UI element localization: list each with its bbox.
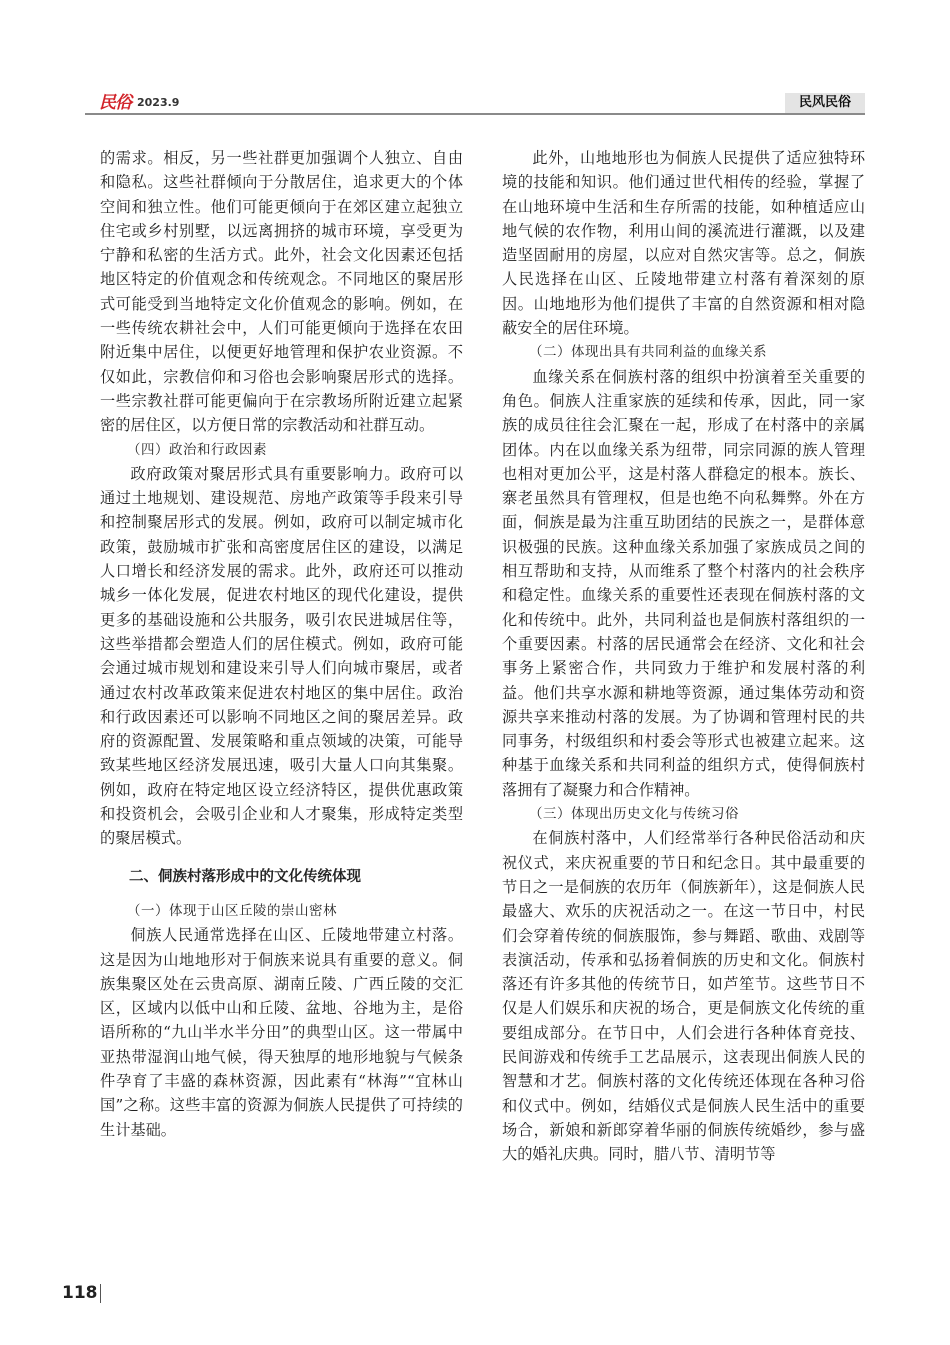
paragraph: 侗族人民通常选择在山区、丘陵地带建立村落。这是因为山地地形对于侗族来说具有重要的意义。侗族集聚区处在云贵高原、湖南丘陵、广西丘陵的交汇区，区域内以低中山和丘陵、盆地、谷地为主，是俗语所称的“九山半水半分田”的典型山区。这一带属中亚热带湿润山地气候，得天独厚的地形地貌与气候条件孕育了丰盛的森林资源，因此素有“林海”“宜林山国”之称。这些丰富的资源为侗族人民提供了可持续的生计基础。 xyxy=(100,926,463,1139)
subsection-heading: （二）体现出具有共同利益的血缘关系 xyxy=(529,344,767,361)
subsection-heading: （一）体现于山区丘陵的崇山密林 xyxy=(127,902,337,919)
paragraph: 此外，山地地形也为侗族人民提供了适应独特环境的技能和知识。他们通过世代相传的经验，掌握了在山地环境中生活和生存所需的技能，如种植适应山地气候的农作物，利用山间的溪流进行灌溉，以及建造坚固耐用的房屋，以应对自然灾害等。总之，侗族人民选择在山区、丘陵地带建立村落有着深刻的原因。山地地形为他们提供了丰富的自然资源和相对隐蔽安全的居住环境。 xyxy=(502,149,865,338)
subsection-heading: （三）体现出历史文化与传统习俗 xyxy=(529,806,739,823)
header-rule xyxy=(85,113,865,115)
section-tag: 民风民俗 xyxy=(785,93,865,113)
issue-number: 2023.9 xyxy=(137,96,180,109)
paragraph: 政府政策对聚居形式具有重要影响力。政府可以通过土地规划、建设规范、房地产政策等手段来引导和控制聚居形式的发展。例如，政府可以制定城市化政策，鼓励城市扩张和高密度居住区的建设，以满足人口增长和经济发展的需求。此外，政府还可以推动城乡一体化发展，促进农村地区的现代化建设，提供更多的基础设施和公共服务，吸引农民进城居住等，这些举措都会塑造人们的居住模式。例如，政府可能会通过城市规划和建设来引导人们向城市聚居，或者通过农村改革政策来促进农村地区的集中居住。政治和行政因素还可以影响不同地区之间的聚居差异。政府的资源配置、发展策略和重点领域的决策，可能导致某些地区经济发展迅速，吸引大量人口向其集聚。例如，政府在特定地区设立经济特区，提供优惠政策和投资机会，会吸引企业和人才聚集，形成特定类型的聚居模式。 xyxy=(100,464,463,848)
magazine-logo: 民俗 xyxy=(99,93,131,113)
paragraph: 的需求。相反，另一些社群更加强调个人独立、自由和隐私。这些社群倾向于分散居住，追求更大的个体空间和独立性。他们可能更倾向于在郊区建立起独立住宅或乡村别墅，以远离拥挤的城市环境，享受更为宁静和私密的生活方式。此外，社会文化因素还包括地区特定的价值观念和传统观念。不同地区的聚居形式可能受到当地特定文化价值观念的影响。例如，在一些传统农耕社会中，人们可能更倾向于选择在农田附近集中居住，以便更好地管理和保护农业资源。不仅如此，宗教信仰和习俗也会影响聚居形式的选择。一些宗教社群可能更偏向于在宗教场所附近建立起紧密的居住区，以方便日常的宗教活动和社群互动。 xyxy=(100,149,463,435)
paragraph: 血缘关系在侗族村落的组织中扮演着至关重要的角色。侗族人注重家族的延续和传承，因此，同一家族的成员往往会汇聚在一起，形成了在村落中的亲属团体。内在以血缘关系为纽带，同宗同源的族人管理也相对更加公平，这是村落人群稳定的根本。族长、寨老虽然具有管理权，但是也绝不向私舞弊。外在方面，侗族是最为注重互助团结的民族之一，是群体意识极强的民族。这种血缘关系加强了家族成员之间的相互帮助和支持，从而维系了整个村落内的社会秩序和稳定性。血缘关系的重要性还表现在侗族村落的文化和传统中。此外，共同利益也是侗族村落组织的一个重要因素。村落的居民通常会在经济、文化和社会事务上紧密合作，共同致力于维护和发展村落的利益。他们共享水源和耕地等资源，通过集体劳动和资源共享来推动村落的发展。为了协调和管理村民的共同事务，村级组织和村委会等形式也被建立起来。这种基于血缘关系和共同利益的组织方式，使得侗族村落拥有了凝聚力和合作精神。 xyxy=(502,367,865,799)
section-heading: 二、侗族村落形成中的文化传统体现 xyxy=(129,868,361,885)
left-column xyxy=(100,146,463,1142)
right-column xyxy=(502,146,865,1166)
subsection-heading: （四）政治和行政因素 xyxy=(127,441,267,458)
page-number: 118 xyxy=(62,1283,98,1303)
page-header xyxy=(85,93,865,113)
paragraph: 在侗族村落中，人们经常举行各种民俗活动和庆祝仪式，来庆祝重要的节日和纪念日。其中最重要的节日之一是侗族的农历年（侗族新年），这是侗族人民最盛大、欢乐的庆祝活动之一。在这一节日中，村民们会穿着传统的侗族服饰，参与舞蹈、歌曲、戏剧等表演活动，传承和弘扬着侗族的历史和文化。侗族村落还有许多其他的传统节日，如芦笙节。这些节日不仅是人们娱乐和庆祝的场合，更是侗族文化传统的重要组成部分。在节日中，人们会进行各种体育竞技、民间游戏和传统手工艺品展示，这表现出侗族人民的智慧和才艺。侗族村落的文化传统还体现在各种习俗和仪式中。例如，结婚仪式是侗族人民生活中的重要场合，新娘和新郎穿着华丽的侗族传统婚纱，参与盛大的婚礼庆典。同时，腊八节、清明节等 xyxy=(502,829,865,1164)
footer-divider xyxy=(100,1284,101,1303)
